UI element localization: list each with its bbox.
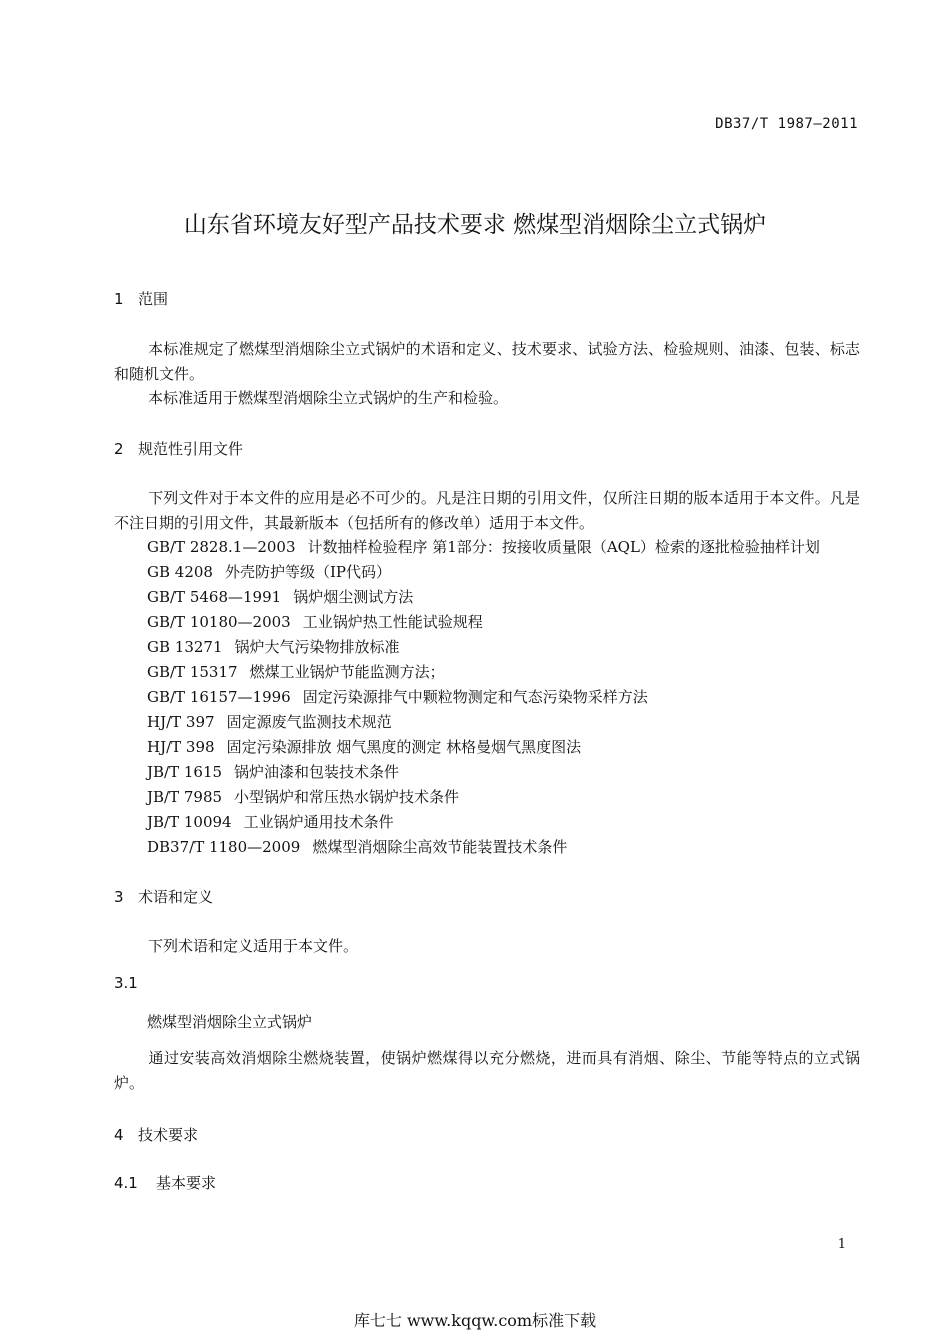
reference-code: HJ/T 398 bbox=[147, 738, 215, 756]
reference-title: 固定源废气监测技术规范 bbox=[226, 713, 392, 731]
section-title: 规范性引用文件 bbox=[138, 440, 244, 458]
reference-code: GB 13271 bbox=[147, 638, 223, 656]
reference-code: GB/T 15317 bbox=[147, 663, 238, 681]
reference-title: 工业锅炉热工性能试验规程 bbox=[302, 613, 483, 631]
reference-title: 工业锅炉通用技术条件 bbox=[243, 813, 394, 831]
document-title: 山东省环境友好型产品技术要求 燃煤型消烟除尘立式锅炉 bbox=[183, 212, 767, 238]
reference-title: 小型锅炉和常压热水锅炉技术条件 bbox=[234, 788, 460, 806]
reference-code: GB 4208 bbox=[147, 563, 213, 581]
reference-item bbox=[147, 836, 567, 857]
reference-item bbox=[147, 711, 392, 732]
reference-title: 固定污染源排气中颗粒物测定和气态污染物采样方法 bbox=[302, 688, 648, 706]
section-number: 4 bbox=[114, 1126, 124, 1144]
section-2-heading bbox=[114, 438, 243, 459]
standard-code: DB37/T 1987—2011 bbox=[715, 116, 858, 132]
section-title: 范围 bbox=[138, 290, 169, 308]
section-3-intro bbox=[114, 934, 860, 959]
paragraph-text: 本标准适用于燃煤型消烟除尘立式锅炉的生产和检验。 bbox=[148, 389, 509, 407]
term-definition bbox=[114, 1046, 860, 1096]
reference-code: DB37/T 1180—2009 bbox=[147, 838, 301, 856]
reference-code: JB/T 10094 bbox=[147, 813, 232, 831]
reference-code: JB/T 1615 bbox=[147, 763, 223, 781]
reference-title: 外壳防护等级（IP代码） bbox=[224, 563, 391, 581]
reference-item bbox=[147, 736, 581, 757]
reference-code: GB/T 5468—1991 bbox=[147, 588, 282, 606]
section-title: 技术要求 bbox=[138, 1126, 199, 1144]
reference-code: HJ/T 397 bbox=[147, 713, 215, 731]
section-number: 3 bbox=[114, 888, 124, 906]
section-1-heading bbox=[114, 288, 168, 309]
reference-title: 固定污染源排放 烟气黑度的测定 林格曼烟气黑度图法 bbox=[226, 738, 582, 756]
subsection-4-1-heading bbox=[114, 1172, 216, 1193]
section-1-paragraph-1 bbox=[114, 337, 860, 387]
reference-title: 锅炉油漆和包装技术条件 bbox=[234, 763, 400, 781]
subsection-title: 基本要求 bbox=[156, 1174, 217, 1192]
section-4-heading bbox=[114, 1124, 198, 1145]
paragraph-text: 下列文件对于本文件的应用是必不可少的。凡是注日期的引用文件，仅所注日期的版本适用于本文件。凡是不注日期的引用文件，其最新版本（包括所有的修改单）适用于本文件。 bbox=[114, 489, 860, 532]
reference-title: 燃煤型消烟除尘高效节能装置技术条件 bbox=[312, 838, 568, 856]
reference-item bbox=[147, 786, 459, 807]
section-1-paragraph-2 bbox=[114, 386, 860, 411]
page-number: 1 bbox=[837, 1237, 846, 1252]
paragraph-text: 下列术语和定义适用于本文件。 bbox=[148, 937, 359, 955]
section-number: 1 bbox=[114, 290, 124, 308]
subsection-3-1-number: 3.1 bbox=[114, 974, 138, 992]
reference-item bbox=[147, 586, 413, 607]
reference-item bbox=[147, 561, 391, 582]
reference-item bbox=[147, 686, 648, 707]
reference-item bbox=[147, 636, 400, 657]
reference-item bbox=[147, 536, 820, 557]
paragraph-text: 本标准规定了燃煤型消烟除尘立式锅炉的术语和定义、技术要求、试验方法、检验规则、油漆、包装、标志和随机文件。 bbox=[114, 340, 860, 383]
reference-title: 锅炉大气污染物排放标准 bbox=[234, 638, 400, 656]
subsection-number: 4.1 bbox=[114, 1174, 138, 1192]
section-title: 术语和定义 bbox=[138, 888, 214, 906]
reference-code: GB/T 10180—2003 bbox=[147, 613, 291, 631]
reference-title: 燃煤工业锅炉节能监测方法； bbox=[249, 663, 445, 681]
footer-watermark: 库七七 www.kqqw.com标准下载 bbox=[353, 1311, 597, 1330]
reference-code: JB/T 7985 bbox=[147, 788, 223, 806]
reference-item bbox=[147, 611, 483, 632]
section-number: 2 bbox=[114, 440, 124, 458]
reference-title: 锅炉烟尘测试方法 bbox=[293, 588, 414, 606]
section-3-heading bbox=[114, 886, 213, 907]
section-2-intro bbox=[114, 486, 860, 536]
reference-code: GB/T 16157—1996 bbox=[147, 688, 291, 706]
term-name: 燃煤型消烟除尘立式锅炉 bbox=[147, 1013, 313, 1031]
paragraph-text: 通过安装高效消烟除尘燃烧装置，使锅炉燃煤得以充分燃烧，进而具有消烟、除尘、节能等特点的立式锅炉。 bbox=[114, 1049, 860, 1092]
reference-item bbox=[147, 811, 394, 832]
reference-item bbox=[147, 661, 445, 682]
reference-code: GB/T 2828.1—2003 bbox=[147, 538, 296, 556]
reference-item bbox=[147, 761, 399, 782]
reference-title: 计数抽样检验程序 第1部分：按接收质量限（AQL）检索的逐批检验抽样计划 bbox=[307, 538, 820, 556]
